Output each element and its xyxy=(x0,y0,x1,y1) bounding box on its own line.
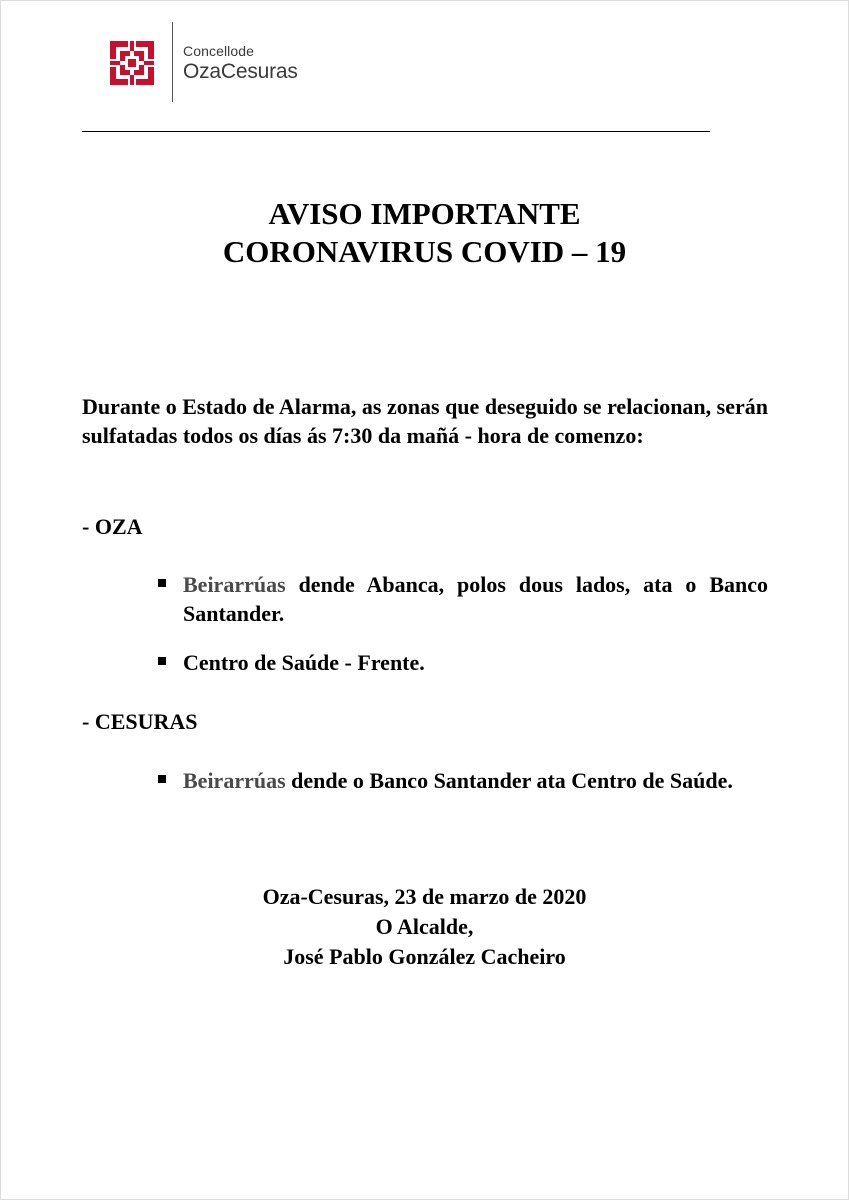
list-item xyxy=(158,766,768,795)
section-heading-cesuras: - CESURAS xyxy=(82,709,198,734)
square-bullet-icon xyxy=(158,579,166,587)
signature-role: O Alcalde, xyxy=(375,914,474,939)
notice-title xyxy=(0,195,849,271)
logo-text xyxy=(183,44,298,82)
list-item-body: Centro de Saúde - Frente. xyxy=(183,650,425,675)
signature-place-date: Oza-Cesuras, 23 de marzo de 2020 xyxy=(262,884,587,909)
list-item xyxy=(158,648,768,677)
list-item-highlight: Beirarrúas xyxy=(183,768,286,793)
list-item-text xyxy=(183,570,768,628)
list-item-body: dende Abanca, polos dous lados, ata o Banco Santander. xyxy=(183,572,768,626)
logo-line2: OzaCesuras xyxy=(183,60,298,83)
list-item xyxy=(158,570,768,628)
logo-divider xyxy=(172,22,173,102)
list-item-text xyxy=(183,766,768,795)
title-line2: CORONAVIRUS COVID – 19 xyxy=(222,234,627,269)
square-bullet-icon xyxy=(158,657,166,665)
header-rule xyxy=(82,131,710,132)
council-emblem-icon xyxy=(106,37,158,89)
list-item-highlight: Beirarrúas xyxy=(183,572,286,597)
intro-paragraph: Durante o Estado de Alarma, as zonas que deseguido se relacionan, serán sulfatadas todos os días ás 7:30 da mañá - hora de comenzo: xyxy=(82,394,768,448)
section-heading-oza: - OZA xyxy=(82,514,143,539)
signature-name: José Pablo González Cacheiro xyxy=(283,944,566,969)
signature-block xyxy=(0,882,849,972)
council-logo xyxy=(106,22,298,102)
list-item-body: dende o Banco Santander ata Centro de Saúde. xyxy=(285,768,733,793)
logo-line1: Concellode xyxy=(183,43,255,59)
title-line1: AVISO IMPORTANTE xyxy=(268,196,581,231)
list-item-text xyxy=(183,648,768,677)
square-bullet-icon xyxy=(158,775,166,783)
